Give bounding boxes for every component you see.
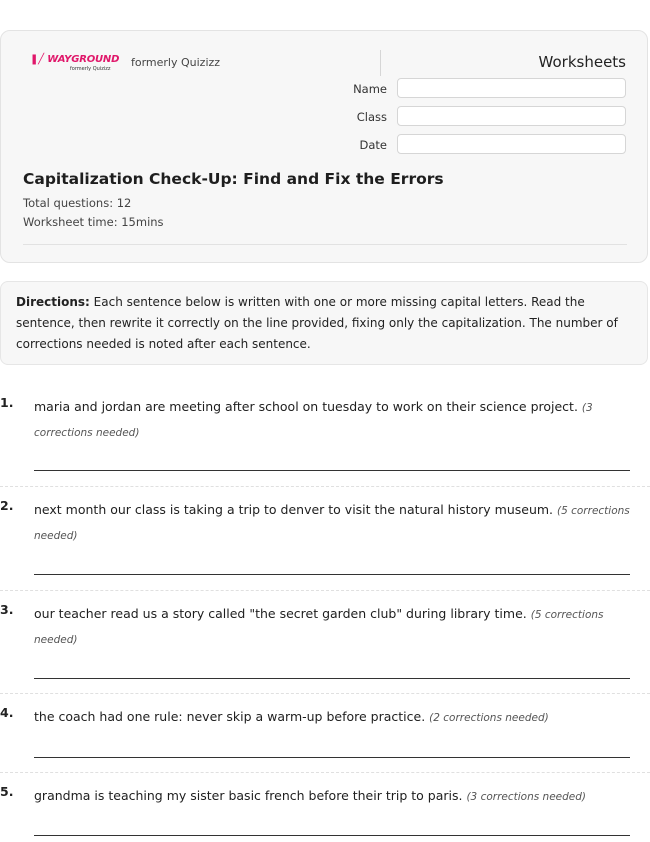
question-separator xyxy=(0,693,650,694)
question-text xyxy=(34,784,634,809)
directions-label: Directions: xyxy=(16,295,90,309)
question-number: 5. xyxy=(0,784,14,799)
answer-line[interactable] xyxy=(34,757,630,758)
name-field[interactable] xyxy=(397,78,626,98)
directions-text: Each sentence below is written with one or more missing capital letters. Read the sentence, then rewrite it correctly on the line provided, fixing only the capitalization. The number of corrections needed is noted after each sentence. xyxy=(16,295,618,351)
class-field[interactable] xyxy=(397,106,626,126)
wayground-logo xyxy=(30,54,120,74)
question-number: 2. xyxy=(0,498,14,513)
corrections-note: (5 corrections needed) xyxy=(34,505,630,542)
question-separator xyxy=(0,486,650,487)
question-text xyxy=(34,602,634,652)
sentence: the coach had one rule: never skip a warm-up before practice. xyxy=(34,709,426,724)
question-separator xyxy=(0,772,650,773)
logo-wordmark: ❚╱ WAYGROUND xyxy=(30,54,120,65)
question-text xyxy=(34,498,634,548)
question-separator xyxy=(0,590,650,591)
answer-line[interactable] xyxy=(34,835,630,836)
question-number: 4. xyxy=(0,705,14,720)
corrections-note: (3 corrections needed) xyxy=(466,791,587,803)
corrections-note: (5 corrections needed) xyxy=(34,609,604,646)
question-text xyxy=(34,705,634,730)
name-label: Name xyxy=(353,82,387,96)
corrections-note: (2 corrections needed) xyxy=(429,712,549,724)
formerly-label: formerly Quizizz xyxy=(131,56,221,69)
worksheet-title: Capitalization Check-Up: Find and Fix the Errors xyxy=(23,170,444,188)
header-bottom-divider xyxy=(23,244,627,245)
answer-line[interactable] xyxy=(34,574,630,575)
total-questions: Total questions: 12 xyxy=(23,196,132,210)
sentence: maria and jordan are meeting after school on tuesday to work on their science project. xyxy=(34,399,578,414)
sentence: grandma is teaching my sister basic french before their trip to paris. xyxy=(34,788,463,803)
worksheets-label: Worksheets xyxy=(538,53,626,71)
question-number: 1. xyxy=(0,395,14,410)
header-divider xyxy=(380,50,381,76)
corrections-note: (3 corrections needed) xyxy=(34,402,593,439)
sentence: our teacher read us a story called "the secret garden club" during library time. xyxy=(34,606,527,621)
answer-line[interactable] xyxy=(34,678,630,679)
question-text xyxy=(34,395,634,445)
sentence: next month our class is taking a trip to denver to visit the natural history museum. xyxy=(34,502,554,517)
date-label: Date xyxy=(359,138,387,152)
logo-text: WAYGROUND xyxy=(47,54,120,65)
answer-line[interactable] xyxy=(34,470,630,471)
directions-box xyxy=(0,281,648,365)
question-number: 3. xyxy=(0,602,14,617)
class-label: Class xyxy=(356,110,387,124)
worksheet-time: Worksheet time: 15mins xyxy=(23,215,164,229)
date-field[interactable] xyxy=(397,134,626,154)
logo-subtext: formerly Quizizz xyxy=(70,66,111,72)
